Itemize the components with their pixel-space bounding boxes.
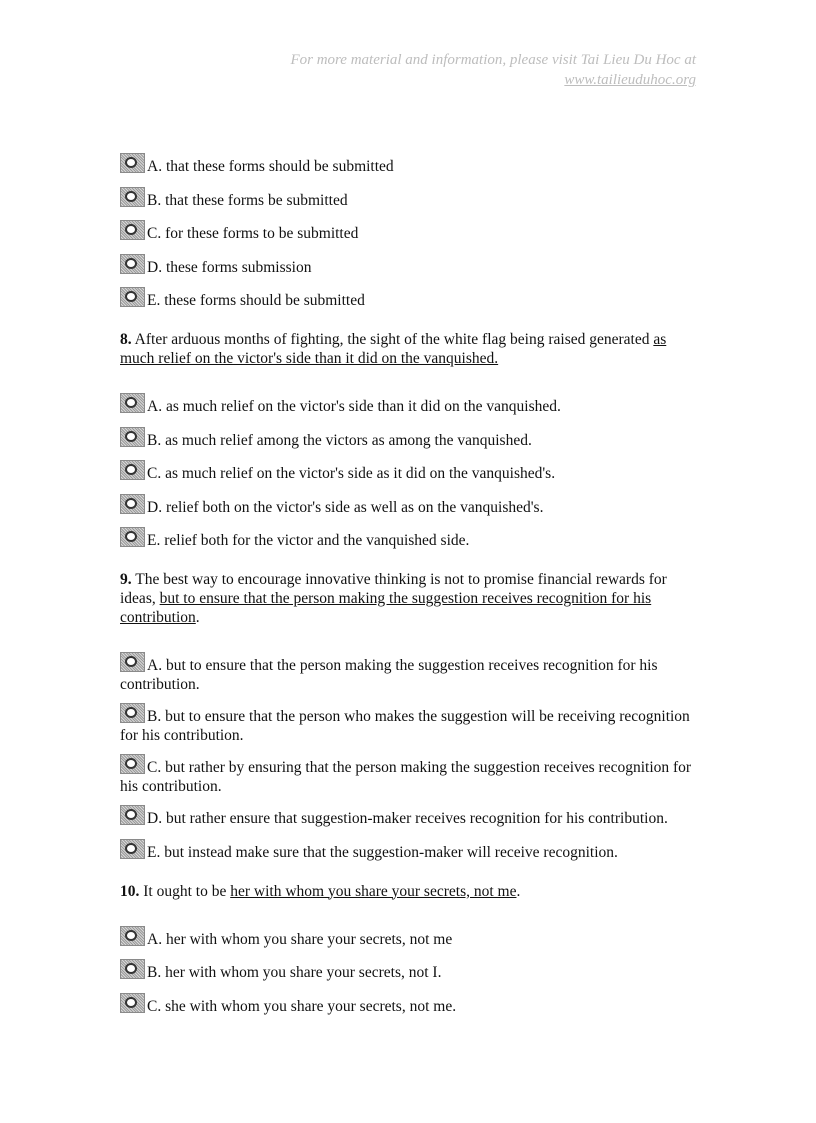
q10-options	[120, 926, 700, 1016]
radio-button-icon[interactable]	[120, 220, 145, 240]
question-content	[120, 153, 700, 1026]
q7-option-d[interactable]: D. these forms submission	[120, 254, 700, 277]
q8-option-d[interactable]: D. relief both on the victor's side as well as on the vanquished's.	[120, 494, 700, 517]
q7-option-b[interactable]: B. that these forms be submitted	[120, 187, 700, 210]
radio-button-icon[interactable]	[120, 494, 145, 514]
radio-button-icon[interactable]	[120, 527, 145, 547]
question-text: The best way to encourage innovative thinking is not to promise financial rewards for ideas,	[120, 571, 667, 607]
q8-option-c[interactable]: C. as much relief on the victor's side as it did on the vanquished's.	[120, 460, 700, 483]
radio-button-icon[interactable]	[120, 926, 145, 946]
q10-option-c[interactable]: C. she with whom you share your secrets, not me.	[120, 993, 700, 1016]
header-link[interactable]: www.tailieuduhoc.org	[564, 72, 696, 88]
radio-button-icon[interactable]	[120, 153, 145, 173]
q7-option-a[interactable]: A. that these forms should be submitted	[120, 153, 700, 176]
q9-options	[120, 652, 700, 862]
question-underlined: as much relief on the victor's side than it did on the vanquished.	[120, 331, 667, 367]
q8-option-e[interactable]: E. relief both for the victor and the vanquished side.	[120, 527, 700, 550]
q8-option-a[interactable]: A. as much relief on the victor's side than it did on the vanquished.	[120, 393, 700, 416]
q7-options	[120, 153, 700, 310]
question-text: After arduous months of fighting, the sight of the white flag being raised generated	[134, 331, 650, 348]
q9-option-a[interactable]: A. but to ensure that the person making the suggestion receives recognition for his contribution.	[120, 652, 700, 694]
question-number: 9.	[120, 571, 132, 588]
radio-button-icon[interactable]	[120, 839, 145, 859]
radio-button-icon[interactable]	[120, 187, 145, 207]
radio-button-icon[interactable]	[120, 754, 145, 774]
question-number: 10.	[120, 882, 140, 900]
radio-button-icon[interactable]	[120, 427, 145, 447]
q7-option-c[interactable]: C. for these forms to be submitted	[120, 220, 700, 243]
q9-option-b[interactable]: B. but to ensure that the person who makes the suggestion will be receiving recognition for his contribution.	[120, 703, 700, 745]
page-header	[290, 50, 696, 90]
question-8	[120, 330, 700, 368]
question-9: 9. The best way to encourage innovative thinking is not to promise financial rewards for ideas, but to ensure that the person making the suggestion receives recognition for his contribution.	[120, 571, 667, 626]
q9-option-d[interactable]: D. but rather ensure that suggestion-maker receives recognition for his contribution.	[120, 805, 700, 828]
radio-button-icon[interactable]	[120, 993, 145, 1013]
radio-button-icon[interactable]	[120, 460, 145, 480]
header-text: For more material and information, please visit Tai Lieu Du Hoc at	[290, 52, 696, 68]
q10-option-b[interactable]: B. her with whom you share your secrets, not I.	[120, 959, 700, 982]
radio-button-icon[interactable]	[120, 393, 145, 413]
question-underlined: her with whom you share your secrets, not me	[230, 882, 517, 900]
question-underlined: but to ensure that the person making the suggestion receives recognition for his contribution	[120, 590, 652, 626]
radio-button-icon[interactable]	[120, 959, 145, 979]
question-10: 10. It ought to be her with whom you share your secrets, not me.	[120, 882, 521, 900]
question-number: 8.	[120, 331, 132, 348]
radio-button-icon[interactable]	[120, 703, 145, 723]
radio-button-icon[interactable]	[120, 254, 145, 274]
radio-button-icon[interactable]	[120, 652, 145, 672]
question-text: It ought to be	[143, 882, 227, 900]
q9-option-c[interactable]: C. but rather by ensuring that the person making the suggestion receives recognition for his contribution.	[120, 754, 700, 796]
radio-button-icon[interactable]	[120, 805, 145, 825]
q8-option-b[interactable]: B. as much relief among the victors as among the vanquished.	[120, 427, 700, 450]
q10-option-a[interactable]: A. her with whom you share your secrets, not me	[120, 926, 700, 949]
radio-button-icon[interactable]	[120, 287, 145, 307]
q9-option-e[interactable]: E. but instead make sure that the suggestion-maker will receive recognition.	[120, 839, 700, 862]
q8-options	[120, 393, 700, 550]
q7-option-e[interactable]: E. these forms should be submitted	[120, 287, 700, 310]
